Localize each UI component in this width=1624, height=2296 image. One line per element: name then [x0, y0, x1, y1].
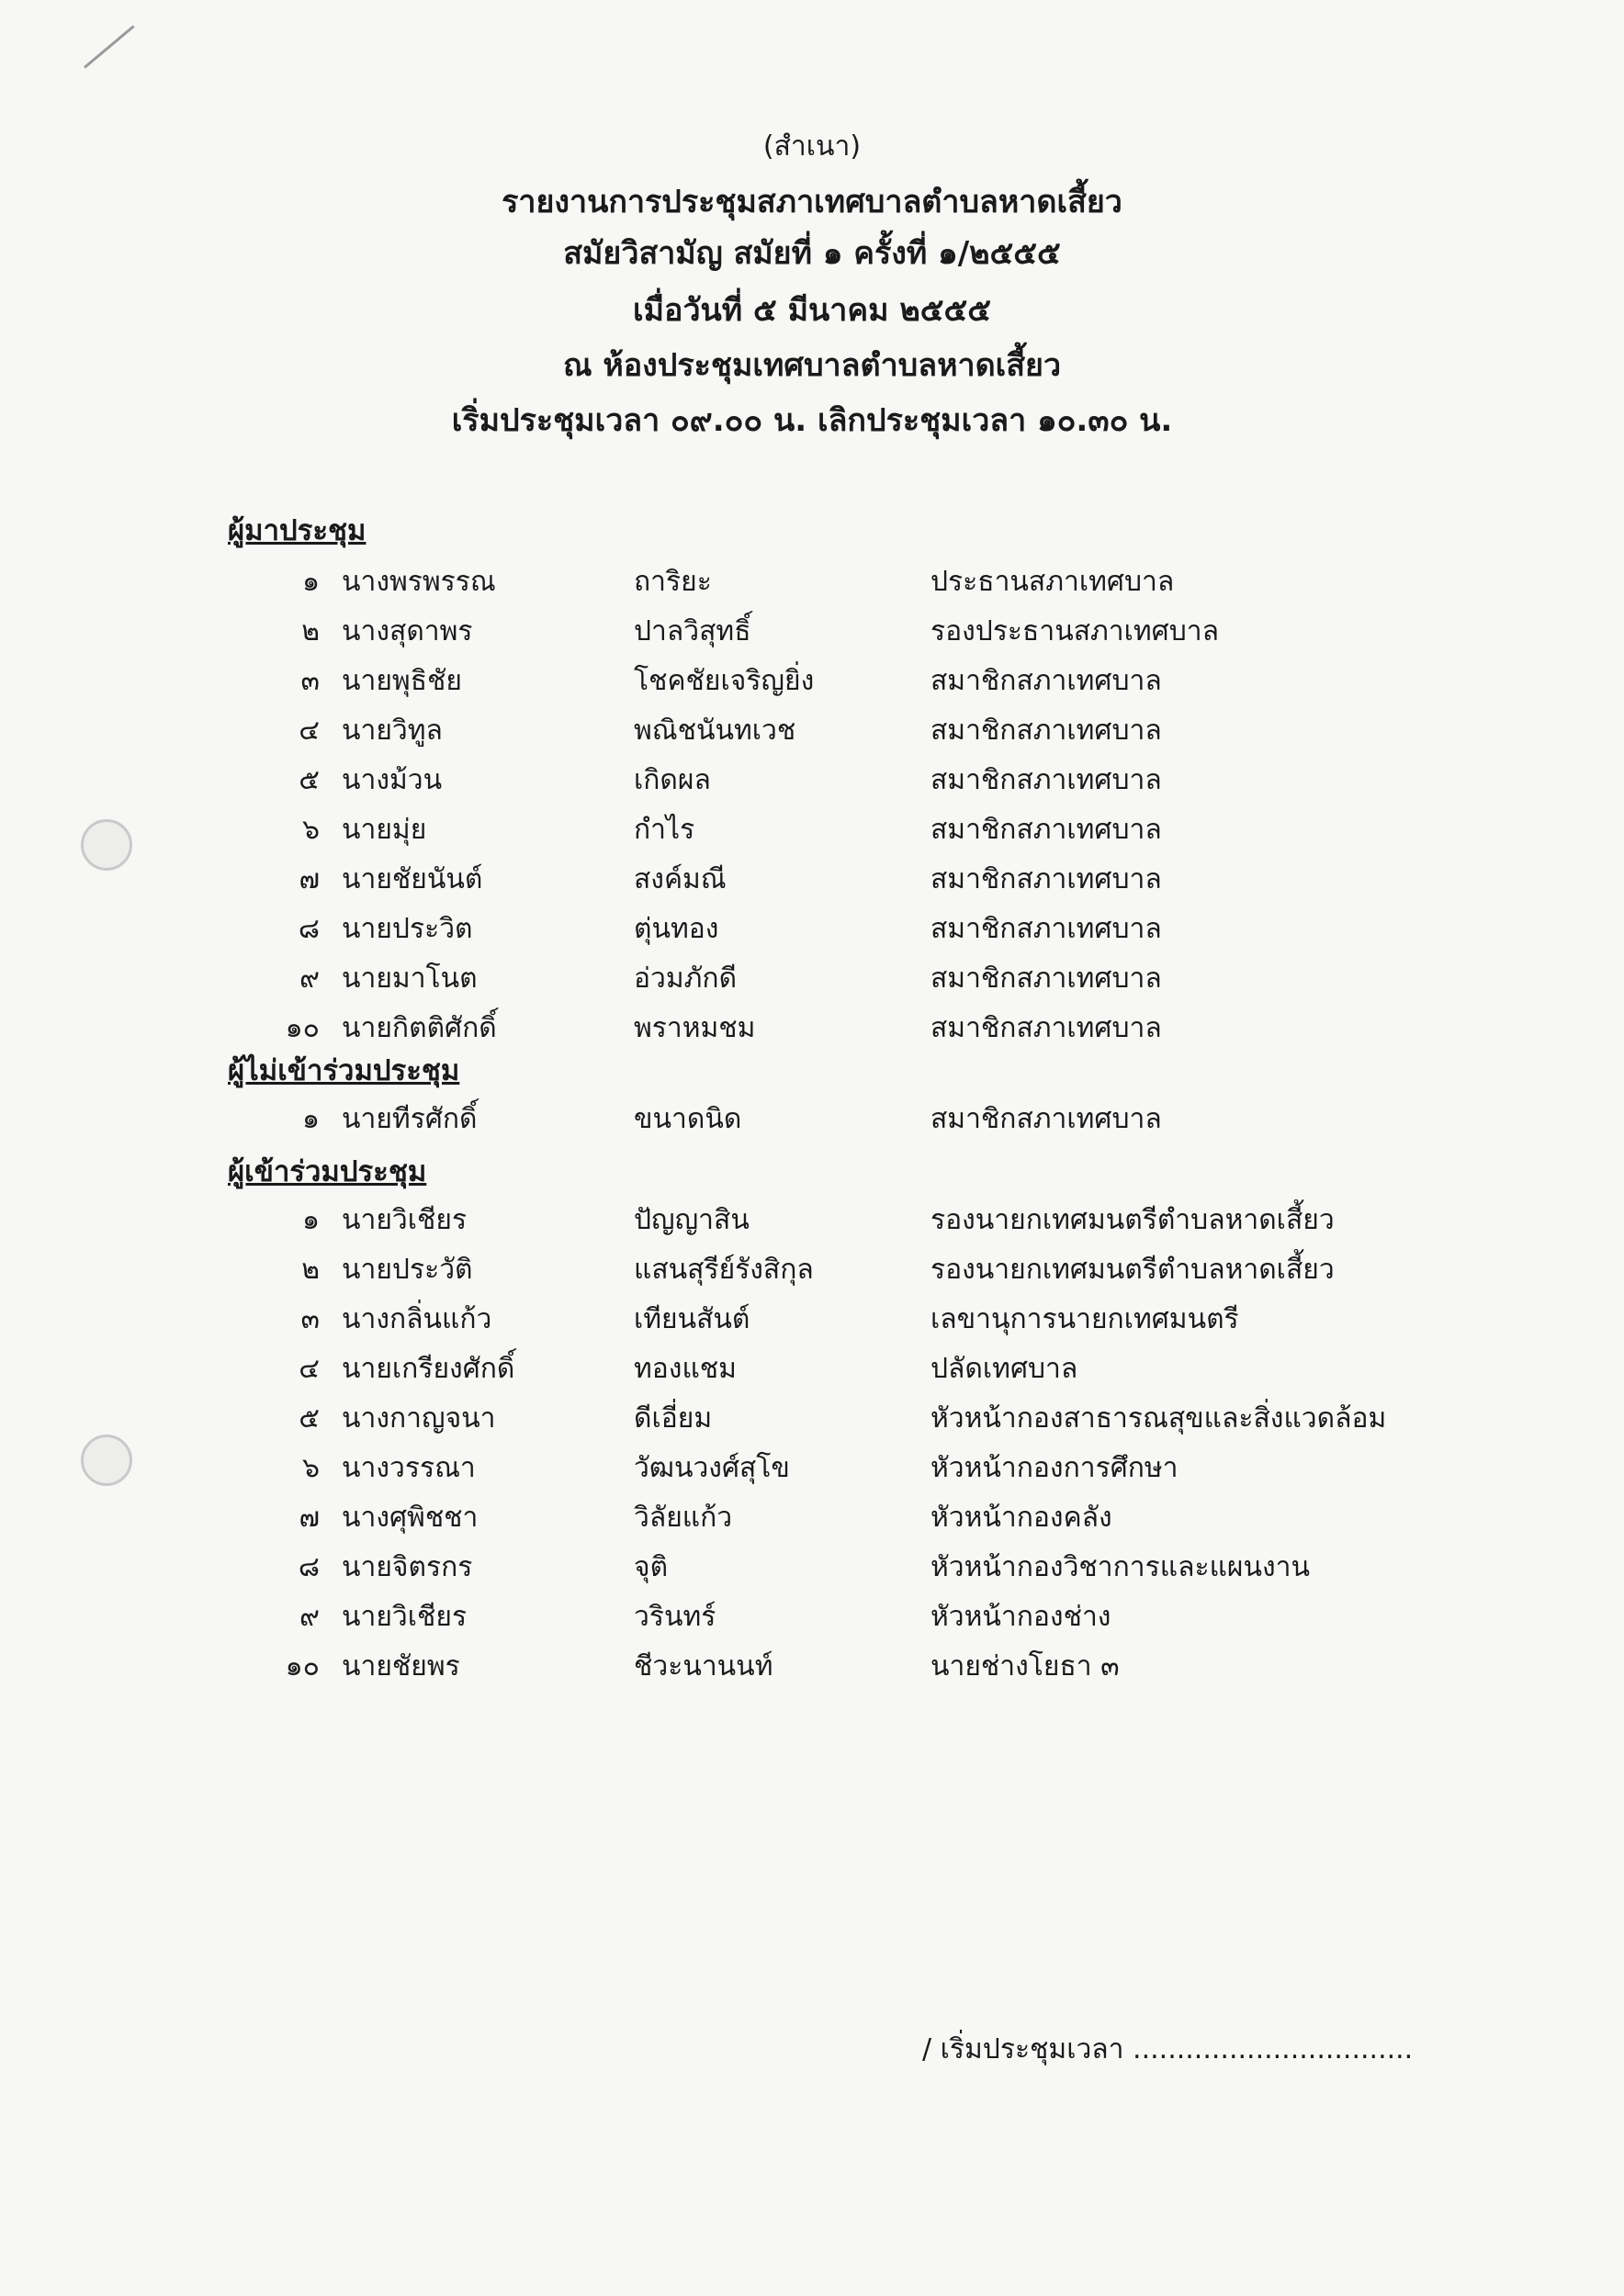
title-line-1: รายงานการประชุมสภาเทศบาลตำบลหาดเสี้ยว [502, 184, 1122, 220]
last-name: วัฒนวงศ์สุโข [634, 1452, 790, 1484]
title-line-3: เมื่อวันที่ ๕ มีนาคม ๒๕๕๕ [633, 292, 991, 329]
first-name: นายชัยพร [342, 1650, 460, 1683]
position: หัวหน้ากองวิชาการและแผนงาน [930, 1551, 1311, 1583]
section-heading-absentees: ผู้ไม่เข้าร่วมประชุม [228, 1054, 460, 1087]
last-name: พณิชนันทเวช [634, 715, 796, 747]
table-row [0, 1007, 1624, 1051]
first-name: นายประวัติ [342, 1254, 473, 1286]
first-name: นางศุพิชชา [342, 1502, 479, 1534]
row-number: ๔ [299, 1353, 320, 1385]
last-name: วรินทร์ [634, 1601, 716, 1633]
position: หัวหน้ากองการศึกษา [930, 1452, 1179, 1484]
first-name: นายจิตรกร [342, 1551, 473, 1583]
last-name: โชคชัยเจริญยิ่ง [634, 665, 815, 697]
table-row [0, 1645, 1624, 1689]
row-number: ๑๐ [285, 1012, 320, 1044]
row-number: ๑๐ [285, 1650, 320, 1683]
title-line-5: เริ่มประชุมเวลา ๐๙.๐๐ น. เลิกประชุมเวลา ๑๐.๓๐ น. [451, 402, 1173, 439]
last-name: ชีวะนานนท์ [634, 1650, 773, 1683]
row-number: ๒ [301, 615, 320, 647]
staple-mark [84, 25, 135, 68]
position: รองประธานสภาเทศบาล [930, 615, 1219, 647]
table-row [0, 1496, 1624, 1540]
table-row [0, 709, 1624, 753]
first-name: นายชัยนันต์ [342, 863, 483, 895]
first-name: นางพรพรรณ [342, 566, 496, 598]
last-name: ดีเอี่ยม [634, 1402, 713, 1435]
title-line-4: ณ ห้องประชุมเทศบาลตำบลหาดเสี้ยว [562, 347, 1062, 384]
copy-label: (สำเนา) [762, 130, 862, 163]
last-name: อ่วมภักดี [634, 962, 738, 995]
position: สมาชิกสภาเทศบาล [930, 962, 1162, 995]
table-row [0, 1298, 1624, 1342]
row-number: ๓ [300, 1303, 320, 1335]
first-name: นายวิเชียร [342, 1204, 468, 1236]
position: เลขานุการนายกเทศมนตรี [930, 1303, 1239, 1335]
position: หัวหน้ากองช่าง [930, 1601, 1111, 1633]
table-row [0, 1397, 1624, 1441]
position: ปลัดเทศบาล [930, 1353, 1078, 1385]
position: หัวหน้ากองคลัง [930, 1502, 1112, 1534]
table-row [0, 858, 1624, 902]
position: รองนายกเทศมนตรีตำบลหาดเสี้ยว [930, 1204, 1335, 1236]
table-row [0, 1097, 1624, 1142]
table-row [0, 808, 1624, 852]
position: ประธานสภาเทศบาล [930, 566, 1175, 598]
last-name: เกิดผล [634, 764, 711, 796]
last-name: กำไร [634, 814, 695, 846]
row-number: ๒ [301, 1254, 320, 1286]
first-name: นายประวิต [342, 913, 473, 945]
first-name: นายมุ่ย [342, 814, 427, 846]
table-row [0, 1347, 1624, 1391]
last-name: สงค์มณี [634, 863, 727, 895]
table-row [0, 1546, 1624, 1590]
position: สมาชิกสภาเทศบาล [930, 1103, 1162, 1135]
first-name: นายวิเชียร [342, 1601, 468, 1633]
position: สมาชิกสภาเทศบาล [930, 764, 1162, 796]
row-number: ๘ [298, 913, 320, 945]
table-row [0, 1248, 1624, 1292]
row-number: ๑ [301, 1204, 320, 1236]
row-number: ๕ [299, 764, 320, 796]
table-row [0, 1199, 1624, 1243]
row-number: ๗ [299, 1502, 320, 1534]
first-name: นายมาโนต [342, 962, 478, 995]
row-number: ๘ [298, 1551, 320, 1583]
position: หัวหน้ากองสาธารณสุขและสิ่งแวดล้อม [930, 1402, 1387, 1435]
last-name: พราหมชม [634, 1012, 756, 1044]
last-name: เทียนสันต์ [634, 1303, 750, 1335]
row-number: ๙ [299, 962, 320, 995]
position: สมาชิกสภาเทศบาล [930, 665, 1162, 697]
row-number: ๖ [301, 1452, 320, 1484]
first-name: นางม้วน [342, 764, 443, 796]
first-name: นางกลิ่นแก้ว [342, 1303, 492, 1335]
table-row [0, 1595, 1624, 1639]
position: นายช่างโยธา ๓ [930, 1650, 1120, 1683]
last-name: ทองแชม [634, 1353, 737, 1385]
table-row [0, 560, 1624, 604]
table-row [0, 759, 1624, 803]
table-row [0, 659, 1624, 703]
position: สมาชิกสภาเทศบาล [930, 863, 1162, 895]
row-number: ๑ [301, 566, 320, 598]
position: รองนายกเทศมนตรีตำบลหาดเสี้ยว [930, 1254, 1335, 1286]
last-name: วิลัยแก้ว [634, 1502, 733, 1534]
position: สมาชิกสภาเทศบาล [930, 814, 1162, 846]
row-number: ๕ [299, 1402, 320, 1435]
table-row [0, 957, 1624, 1001]
last-name: ถาริยะ [634, 566, 712, 598]
last-name: ปัญญาสิน [634, 1204, 750, 1236]
section-heading-attendees: ผู้มาประชุม [228, 514, 367, 547]
first-name: นายเกรียงศักดิ์ [342, 1353, 515, 1385]
footer-continuation-note: / เริ่มประชุมเวลา ................................ [922, 2033, 1414, 2065]
position: สมาชิกสภาเทศบาล [930, 913, 1162, 945]
position: สมาชิกสภาเทศบาล [930, 715, 1162, 747]
first-name: นายวิทูล [342, 715, 443, 747]
first-name: นายทีรศักดิ์ [342, 1103, 478, 1135]
first-name: นางวรรณา [342, 1452, 476, 1484]
first-name: นางกาญจนา [342, 1402, 496, 1435]
table-row [0, 907, 1624, 951]
row-number: ๓ [300, 665, 320, 697]
last-name: ตุ่นทอง [634, 913, 719, 945]
section-heading-participants: ผู้เข้าร่วมประชุม [228, 1155, 427, 1188]
position: สมาชิกสภาเทศบาล [930, 1012, 1162, 1044]
last-name: ขนาดนิด [634, 1103, 742, 1135]
table-row [0, 1446, 1624, 1491]
first-name: นางสุดาพร [342, 615, 473, 647]
first-name: นายพุธิชัย [342, 665, 462, 697]
row-number: ๖ [301, 814, 320, 846]
last-name: ปาลวิสุทธิ์ [634, 615, 751, 647]
row-number: ๗ [299, 863, 320, 895]
title-line-2: สมัยวิสามัญ สมัยที่ ๑ ครั้งที่ ๑/๒๕๕๕ [563, 235, 1061, 272]
last-name: แสนสุรีย์รังสิกุล [634, 1254, 814, 1286]
last-name: จุติ [634, 1551, 669, 1583]
table-row [0, 610, 1624, 654]
row-number: ๔ [299, 715, 320, 747]
row-number: ๑ [301, 1103, 320, 1135]
row-number: ๙ [299, 1601, 320, 1633]
first-name: นายกิตติศักดิ์ [342, 1012, 497, 1044]
